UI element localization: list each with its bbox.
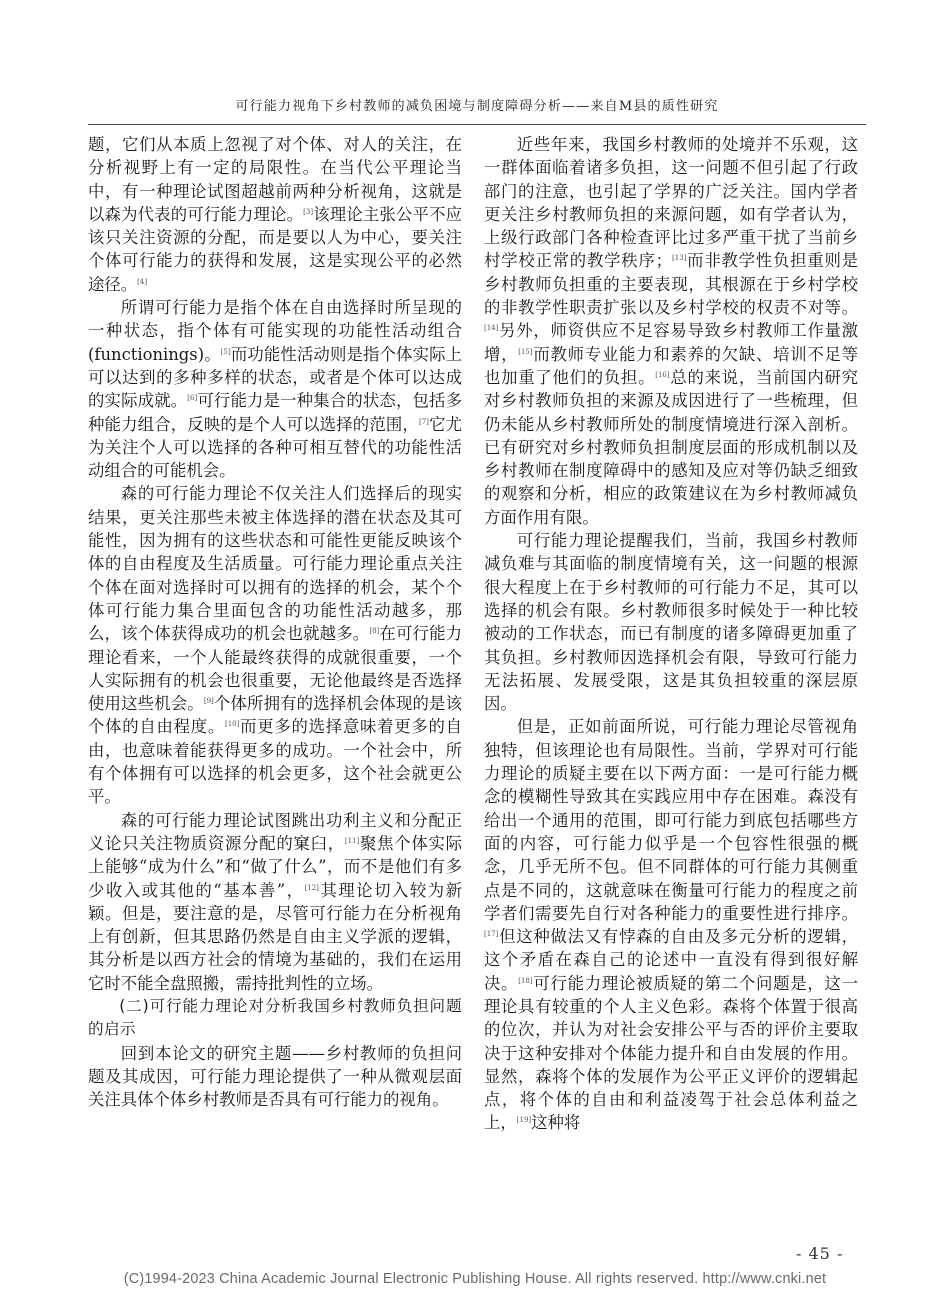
body-paragraph xyxy=(484,133,858,529)
citation-ref: [7] xyxy=(418,417,429,426)
section-subheading xyxy=(88,995,462,1042)
paragraph-text: 而教师专业能力和素养的欠缺、培训不足等也加重了他们的负担。 xyxy=(484,344,858,387)
citation-ref: [9] xyxy=(203,697,214,706)
footer-copyright: (C)1994-2023 China Academic Journal Electronic Publishing House. All rights reserved. http://www.cnki.net xyxy=(123,1271,827,1287)
paragraph-text: 但这种做法又有悖森的自由及多元分析的逻辑，这个矛盾在森自己的论述中一直没有得到很好解决。 xyxy=(484,927,858,993)
paragraph-text: 这种将 xyxy=(531,1113,581,1133)
paragraph-text: 它尤为关注个人可以选择的各种可相互替代的功能性活动组合的可能机会。 xyxy=(88,414,463,481)
paragraph-text: 而功能性活动则是指个体实际上可以达到的多种多样的状态，或者是个体可以达成的实际成就。 xyxy=(88,344,463,411)
paragraph-text: 但是，正如前面所说，可行能力理论尽管视角独特，但该理论也有局限性。当前，学界对可行能力理论的质疑主要在以下两方面：一是可行能力概念的模糊性导致其在实践应用中存在困难。森没有给出一个通用的范围，即可行能力到底包括哪些方面的内容，可行能力似乎是一个包容性很强的概念，几乎无所不包。但不同群体的可行能力其侧重点是不同的，这就意味在衡量可行能力的程度之前学者们需要先自行对各种能力的重要性进行排序。 xyxy=(484,717,858,923)
paragraph-text: 可行能力理论提醒我们，当前，我国乡村教师减负难与其面临的制度情境有关，这一问题的根源很大程度上在于乡村教师的可行能力不足，其可以选择的机会有限。乡村教师很多时候处于一种比较被动的工作状态，而已有制度的诸多障碍更加重了其负担。乡村教师因选择机会有限，导致可行能力无法拓展、发展受限，这是其负担较重的深层原因。 xyxy=(484,531,858,714)
paragraph-text: 森的可行能力理论试图跳出功利主义和分配正义论只关注物质资源分配的窠臼， xyxy=(88,810,462,853)
citation-ref: [5] xyxy=(220,347,231,356)
body-paragraph xyxy=(88,1042,462,1112)
body-paragraph xyxy=(484,529,858,715)
citation-ref: [15] xyxy=(518,347,533,356)
paragraph-text: 总的来说，当前国内研究对乡村教师负担的来源及成因进行了一些梳理，但仍未能从乡村教师所处的制度情境进行深入剖析。已有研究对乡村教师负担制度层面的形成机制以及乡村教师在制度障碍中的感知及应对等仍缺乏细致的观察和分析，相应的政策建议在为乡村教师减负方面作用有限。 xyxy=(484,367,858,527)
paragraph-text: 聚焦个体实际上能够“成为什么”和“做了什么”，而不是他们有多少收入或其他的“基本善”， xyxy=(88,833,462,900)
body-paragraph xyxy=(88,296,462,482)
citation-ref: [3] xyxy=(303,207,314,216)
header-rule xyxy=(88,124,866,125)
body-paragraph xyxy=(484,715,858,1134)
citation-ref: [8] xyxy=(369,627,380,636)
left-column xyxy=(88,133,462,1111)
citation-ref: [6] xyxy=(187,394,198,403)
citation-ref: [10] xyxy=(225,720,240,729)
paragraph-text: 可行能力理论被质疑的第二个问题是，这一理论具有较重的个人主义色彩。森将个体置于很高的位次，并认为对社会安排公平与否的评价主要取决于这种安排对个体能力提升和自由发展的作用。显然，森将个体的发展作为公平正义评价的逻辑起点，将个体的自由和利益凌驾于社会总体利益之上， xyxy=(484,973,858,1133)
paragraph-text: 森的可行能力理论不仅关注人们选择后的现实结果，更关注那些未被主体选择的潜在状态及其可能性，因为拥有的这些状态和可能性更能反映该个体的自由程度及生活质量。可行能力理论重点关注个体在面对选择时可以拥有的选择的机会，某个个体可行能力集合里面包含的功能性活动越多，那么，该个体获得成功的机会也就越多。 xyxy=(88,484,462,644)
paragraph-text: 在可行能力理论看来，一个人能最终获得的成就很重要，一个人实际拥有的机会也很重要，无论他最终是否选择使用这些机会。 xyxy=(88,624,463,714)
citation-ref: [14] xyxy=(484,324,499,333)
paragraph-text: 可行能力是一种集合的状态，包括多种能力组合，反映的是个人可以选择的范围， xyxy=(88,391,463,434)
citation-ref: [11] xyxy=(344,836,360,845)
paragraph-text: 该理论主张公平不应该只关注资源的分配，而是要以人为中心，要关注个体可行能力的获得和发展，这是实现公平的必然途径。 xyxy=(88,204,463,294)
paragraph-text: 题，它们从本质上忽视了对个体、对人的关注，在分析视野上有一定的局限性。在当代公平理论当中，有一种理论试图超越前两种分析视角，这就是以森为代表的可行能力理论。 xyxy=(88,135,462,224)
running-head-title: 可行能力视角下乡村教师的减负困境与制度障碍分析——来自M县的质性研究 xyxy=(235,99,719,114)
paragraph-text: 所谓可行能力是指个体在自由选择时所呈现的一种状态，指个体有可能实现的功能性活动组合(functionings)。 xyxy=(88,298,462,364)
citation-ref: [17] xyxy=(484,930,499,939)
paragraph-text: 个体所拥有的选择机会体现的是该个体的自由程度。 xyxy=(88,694,462,737)
paragraph-text: (二)可行能力理论对分析我国乡村教师负担问题的启示 xyxy=(88,996,462,1039)
paragraph-text: 回到本论文的研究主题——乡村教师的负担问题及其成因，可行能力理论提供了一种从微观层面关注具体个体乡村教师是否具有可行能力的视角。 xyxy=(88,1043,462,1110)
citation-ref: [4] xyxy=(137,277,148,286)
body-paragraph xyxy=(88,809,462,995)
paragraph-text: 另外，师资供应不足容易导致乡村教师工作量激增， xyxy=(484,321,858,364)
citation-ref: [12] xyxy=(304,883,319,892)
paragraph-text: 近些年来，我国乡村教师的处境并不乐观，这一群体面临着诸多负担，这一问题不但引起了行政部门的注意，也引起了学界的广泛关注。国内学者更关注乡村教师负担的来源问题，如有学者认为，上级行政部门各种检查评比过多严重干扰了当前乡村学校正常的教学秩序； xyxy=(484,135,858,271)
paragraph-text: 其理论切入较为新颖。但是，要注意的是，尽管可行能力在分析视角上有创新，但其思路仍然是自由主义学派的逻辑，其分析是以西方社会的情境为基础的，我们在运用它时不能全盘照搬，需持批判性的立场。 xyxy=(88,880,463,993)
paragraph-text: 而更多的选择意味着更多的自由，也意味着能获得更多的成功。一个社会中，所有个体拥有可以选择的机会更多，这个社会就更公平。 xyxy=(88,717,462,807)
right-column xyxy=(484,133,858,1135)
paragraph-text: 而非教学性负担重则是乡村教师负担重的主要表现，其根源在于乡村学校的非教学性职责扩张以及乡村学校的权责不对等。 xyxy=(484,251,859,318)
citation-ref: [16] xyxy=(655,370,670,379)
citation-ref: [13] xyxy=(672,254,687,263)
body-paragraph xyxy=(88,133,462,296)
body-paragraph xyxy=(88,482,462,808)
citation-ref: [19] xyxy=(516,1116,532,1125)
citation-ref: [18] xyxy=(518,976,533,985)
page-number: - 45 - xyxy=(796,1244,844,1263)
